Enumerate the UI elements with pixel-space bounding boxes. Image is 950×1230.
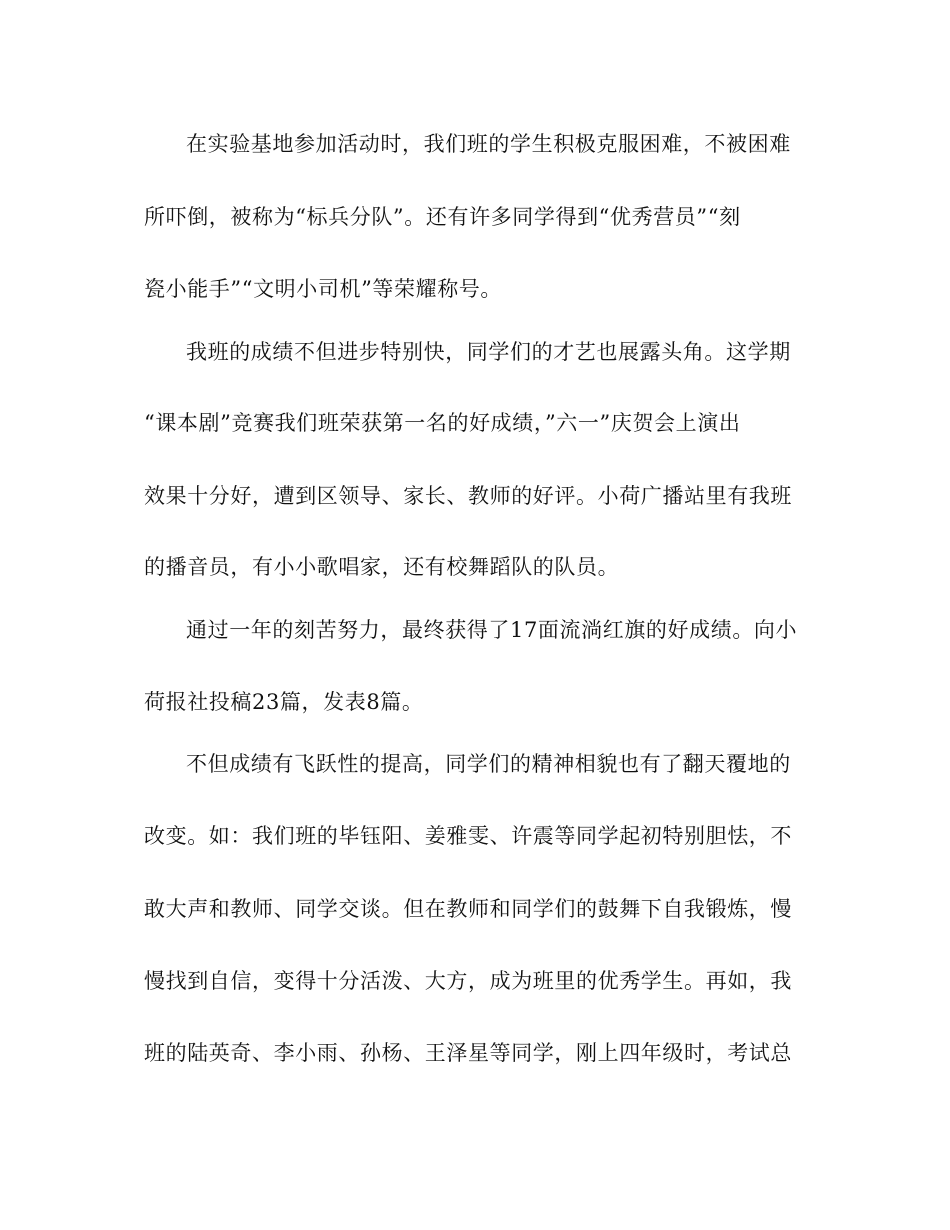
paragraph-4-line-2: 改变。如：我们班的毕钰阳、姜雅雯、许震等同学起初特别胆怯，不 bbox=[144, 824, 792, 848]
paragraph-1-line-2: 所吓倒，被称为“标兵分队”。还有许多同学得到“优秀营员”“刻 bbox=[144, 205, 741, 229]
paragraph-3-line-2: 荷报社投稿23篇，发表8篇。 bbox=[144, 690, 424, 714]
paragraph-3-line-1: 通过一年的刻苦努力，最终获得了17面流淌红旗的好成绩。向小 bbox=[186, 618, 798, 642]
paragraph-4-line-3: 敢大声和教师、同学交谈。但在教师和同学们的鼓舞下自我锻炼，慢 bbox=[144, 897, 792, 921]
paragraph-2-line-3: 效果十分好，遭到区领导、家长、教师的好评。小荷广播站里有我班 bbox=[144, 484, 792, 508]
paragraph-2-line-1: 我班的成绩不但进步特别快，同学们的才艺也展露头角。这学期 bbox=[186, 340, 791, 364]
paragraph-1-line-1: 在实验基地参加活动时，我们班的学生积极克服困难，不被困难 bbox=[186, 132, 791, 156]
paragraph-1-line-3: 瓷小能手”“文明小司机”等荣耀称号。 bbox=[144, 277, 503, 301]
paragraph-4-line-1: 不但成绩有飞跃性的提高，同学们的精神相貌也有了翻天覆地的 bbox=[186, 752, 791, 776]
paragraph-2-line-2: “课本剧”竞赛我们班荣获第一名的好成绩，”六一”庆贺会上演出 bbox=[144, 411, 741, 435]
paragraph-4-line-4: 慢找到自信，变得十分活泼、大方，成为班里的优秀学生。再如，我 bbox=[144, 969, 792, 993]
paragraph-2-line-4: 的播音员，有小小歌唱家，还有校舞蹈队的队员。 bbox=[144, 555, 620, 579]
paragraph-4-line-5: 班的陆英奇、李小雨、孙杨、王泽星等同学，刚上四年级时，考试总 bbox=[144, 1041, 792, 1065]
